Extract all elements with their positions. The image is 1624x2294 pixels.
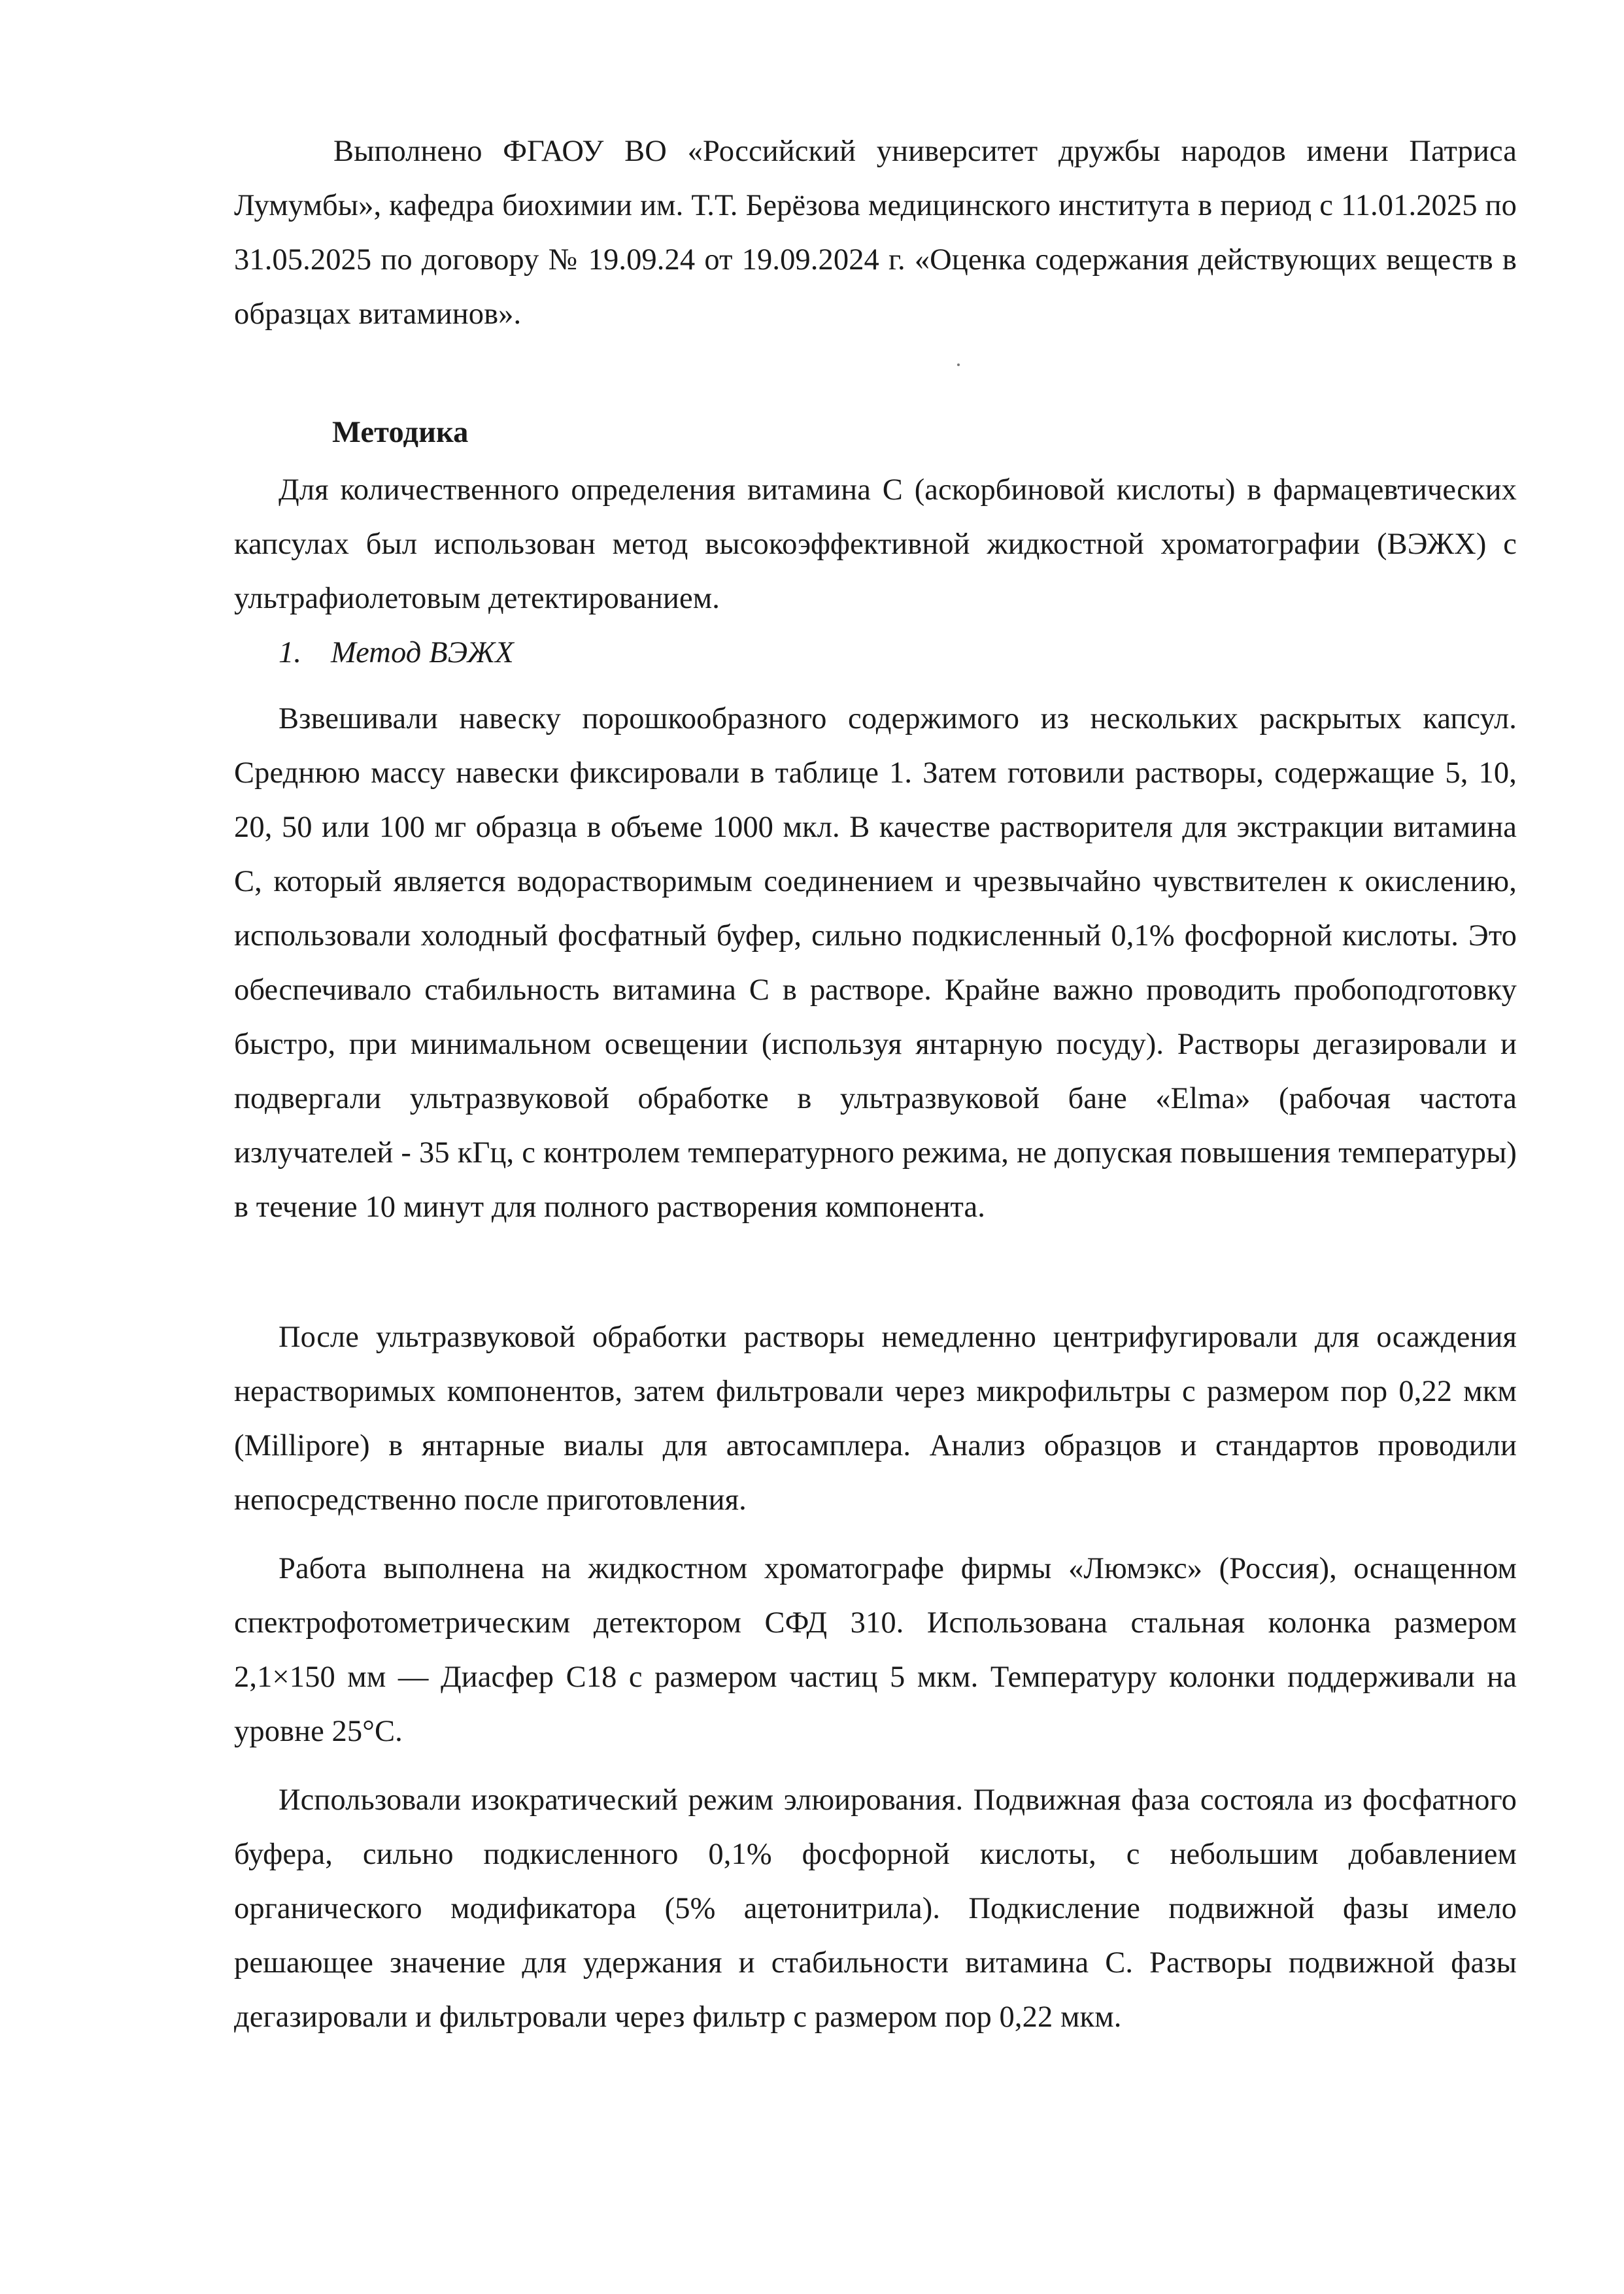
equipment-block <box>234 1542 1517 1759</box>
paragraph-sample-preparation: Взвешивали навеску порошкообразного содержимого из нескольких раскрытых капсул. Среднюю массу навески фиксировали в таблице 1. Затем готовили растворы, содержащие 5, 10, 20, 50 или 100 мг образца в объеме 1000 мкл. В качестве растворителя для экстракции витамина С, который является водорастворимым соединением и чрезвычайно чувствителен к окислению, использовали холодный фосфатный буфер, сильно подкисленный 0,1% фосфорной кислоты. Это обеспечивало стабильность витамина С в растворе. Крайне важно проводить пробоподготовку быстро, при минимальном освещении (используя янтарную посуду). Растворы дегазировали и подвергали ультразвуковой обработке в ультразвуковой бане «Elma» (рабочая частота излучателей - 35 кГц, с контролем температурного режима, не допуская повышения температуры) в течение 10 минут для полного растворения компонента. <box>234 702 1517 1224</box>
sample-prep-block <box>234 692 1517 1234</box>
methodology-section <box>234 405 1517 460</box>
list-item-hplc-method <box>234 626 1517 680</box>
mobile-phase-block <box>234 1773 1517 2044</box>
centrifugation-block <box>234 1310 1517 1527</box>
list-item-label: Метод ВЭЖХ <box>331 636 514 669</box>
paragraph-centrifugation: После ультразвуковой обработки растворы немедленно центрифугировали для осаждения нерастворимых компонентов, затем фильтровали через микрофильтры с размером пор 0,22 мкм (Millipore) в янтарные виалы для автосамплера. Анализ образцов и стандартов проводили непосредственно после приготовления. <box>234 1321 1517 1517</box>
section-heading: Методика <box>332 416 469 449</box>
list-item-number: 1. <box>279 636 302 669</box>
intro-paragraph: Выполнено ФГАОУ ВО «Российский университет дружбы народов имени Патриса Лумумбы», кафедра биохимии им. Т.Т. Берёзова медицинского института в период с 11.01.2025 по 31.05.2025 по договору № 19.09.24 от 19.09.2024 г. «Оценка содержания действующих веществ в образцах витаминов». <box>234 135 1517 331</box>
scan-speck <box>957 363 960 366</box>
paragraph-mobile-phase: Использовали изократический режим элюирования. Подвижная фаза состояла из фосфатного буфера, сильно подкисленного 0,1% фосфорной кислоты, с небольшим добавлением органического модификатора (5% ацетонитрила). Подкисление подвижной фазы имело решающее значение для удержания и стабильности витамина С. Растворы подвижной фазы дегазировали и фильтровали через фильтр с размером пор 0,22 мкм. <box>234 1783 1517 2034</box>
method-intro-block <box>234 463 1517 680</box>
paragraph-equipment: Работа выполнена на жидкостном хроматографе фирмы «Люмэкс» (Россия), оснащенном спектрофотометрическим детектором СФД 310. Использована стальная колонка размером 2,1×150 мм — Диасфер С18 с размером частиц 5 мкм. Температуру колонки поддерживали на уровне 25°С. <box>234 1552 1517 1748</box>
intro-block <box>234 124 1517 341</box>
method-intro-paragraph: Для количественного определения витамина С (аскорбиновой кислоты) в фармацевтических капсулах был использован метод высокоэффективной жидкостной хроматографии (ВЭЖХ) с ультрафиолетовым детектированием. <box>234 473 1517 615</box>
